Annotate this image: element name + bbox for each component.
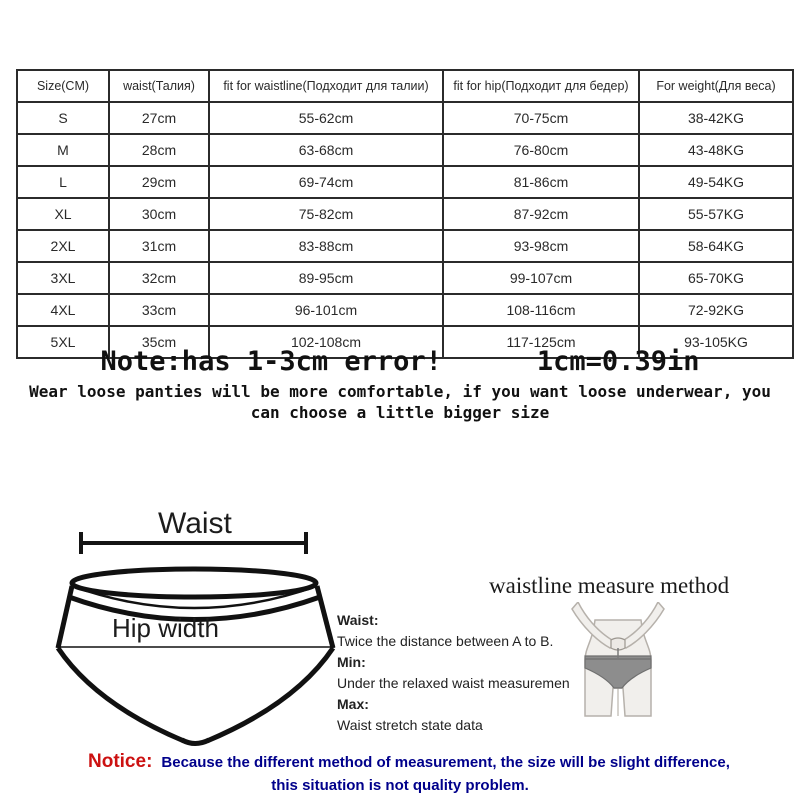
measure-method-illustration xyxy=(570,602,666,720)
header-waistline: fit for waistline(Подходит для талии) xyxy=(209,70,443,102)
notice-label: Notice: xyxy=(88,751,153,772)
cell-hip: 108-116cm xyxy=(443,294,639,326)
waist-note-text: Twice the distance between A to B. xyxy=(337,633,554,649)
cell-waistline: 55-62cm xyxy=(209,102,443,134)
header-waist: waist(Талия) xyxy=(109,70,209,102)
table-row-m xyxy=(17,134,793,166)
min-note-label: Min: xyxy=(337,654,366,670)
cell-weight: 38-42KG xyxy=(639,102,793,134)
table-row-3xl xyxy=(17,262,793,294)
cell-waistline: 63-68cm xyxy=(209,134,443,166)
advice-line2: can choose a little bigger size xyxy=(250,403,550,422)
cell-size: M xyxy=(17,134,109,166)
cell-waistline: 75-82cm xyxy=(209,198,443,230)
table-row-s xyxy=(17,102,793,134)
cell-waistline: 69-74cm xyxy=(209,166,443,198)
cell-hip: 76-80cm xyxy=(443,134,639,166)
cell-hip: 93-98cm xyxy=(443,230,639,262)
note-heading xyxy=(0,346,800,377)
error-note: Note:has 1-3cm error! xyxy=(100,346,442,377)
cell-waist: 29cm xyxy=(109,166,209,198)
cell-hip: 81-86cm xyxy=(443,166,639,198)
cell-weight: 72-92KG xyxy=(639,294,793,326)
cell-size: 2XL xyxy=(17,230,109,262)
waist-dimension-line xyxy=(81,541,307,545)
cell-waistline: 96-101cm xyxy=(209,294,443,326)
cell-size: XL xyxy=(17,198,109,230)
cell-weight: 65-70KG xyxy=(639,262,793,294)
cell-weight: 58-64KG xyxy=(639,230,793,262)
table-row-4xl xyxy=(17,294,793,326)
waist-measure-notes xyxy=(337,610,572,736)
advice-line1: Wear loose panties will be more comfortable, if you want loose underwear, you xyxy=(29,382,771,401)
cell-waist: 33cm xyxy=(109,294,209,326)
table-header-row xyxy=(17,70,793,102)
cell-waist: 27cm xyxy=(109,102,209,134)
cell-size: L xyxy=(17,166,109,198)
cell-hip: 87-92cm xyxy=(443,198,639,230)
notice-text-line2: this situation is not quality problem. xyxy=(271,777,529,794)
cell-size: S xyxy=(17,102,109,134)
cell-waist: 35cm xyxy=(109,326,209,358)
cell-waist: 30cm xyxy=(109,198,209,230)
max-note-label: Max: xyxy=(337,696,369,712)
cell-waistline: 83-88cm xyxy=(209,230,443,262)
cell-hip: 117-125cm xyxy=(443,326,639,358)
cell-waist: 28cm xyxy=(109,134,209,166)
advice-text xyxy=(0,381,800,423)
waist-note-label: Waist: xyxy=(337,612,379,628)
notice-line xyxy=(88,751,730,773)
measure-method-title: waistline measure method xyxy=(489,573,730,598)
cell-hip: 99-107cm xyxy=(443,262,639,294)
header-weight: For weight(Для веса) xyxy=(639,70,793,102)
header-size: Size(CM) xyxy=(17,70,109,102)
cell-hip: 70-75cm xyxy=(443,102,639,134)
cell-waistline: 102-108cm xyxy=(209,326,443,358)
cell-size: 4XL xyxy=(17,294,109,326)
cell-weight: 49-54KG xyxy=(639,166,793,198)
cell-weight: 93-105KG xyxy=(639,326,793,358)
max-note-text: Waist stretch state data xyxy=(337,717,483,733)
cell-weight: 43-48KG xyxy=(639,134,793,166)
hip-width-label: Hip width xyxy=(112,613,219,643)
cell-waist: 32cm xyxy=(109,262,209,294)
panties-diagram xyxy=(48,550,348,750)
size-table xyxy=(16,69,794,359)
cell-weight: 55-57KG xyxy=(639,198,793,230)
cell-waist: 31cm xyxy=(109,230,209,262)
cell-size: 3XL xyxy=(17,262,109,294)
notice-text-line1: Because the different method of measurement, the size will be slight difference, xyxy=(161,754,730,771)
header-hip: fit for hip(Подходит для бедер) xyxy=(443,70,639,102)
conversion-note: 1cm=0.39in xyxy=(536,346,700,377)
table-row-xl xyxy=(17,198,793,230)
waist-label: Waist xyxy=(158,507,232,540)
cell-waistline: 89-95cm xyxy=(209,262,443,294)
table-row-2xl xyxy=(17,230,793,262)
min-note-text: Under the relaxed waist measuremen xyxy=(337,675,570,691)
cell-size: 5XL xyxy=(17,326,109,358)
table-row-l xyxy=(17,166,793,198)
